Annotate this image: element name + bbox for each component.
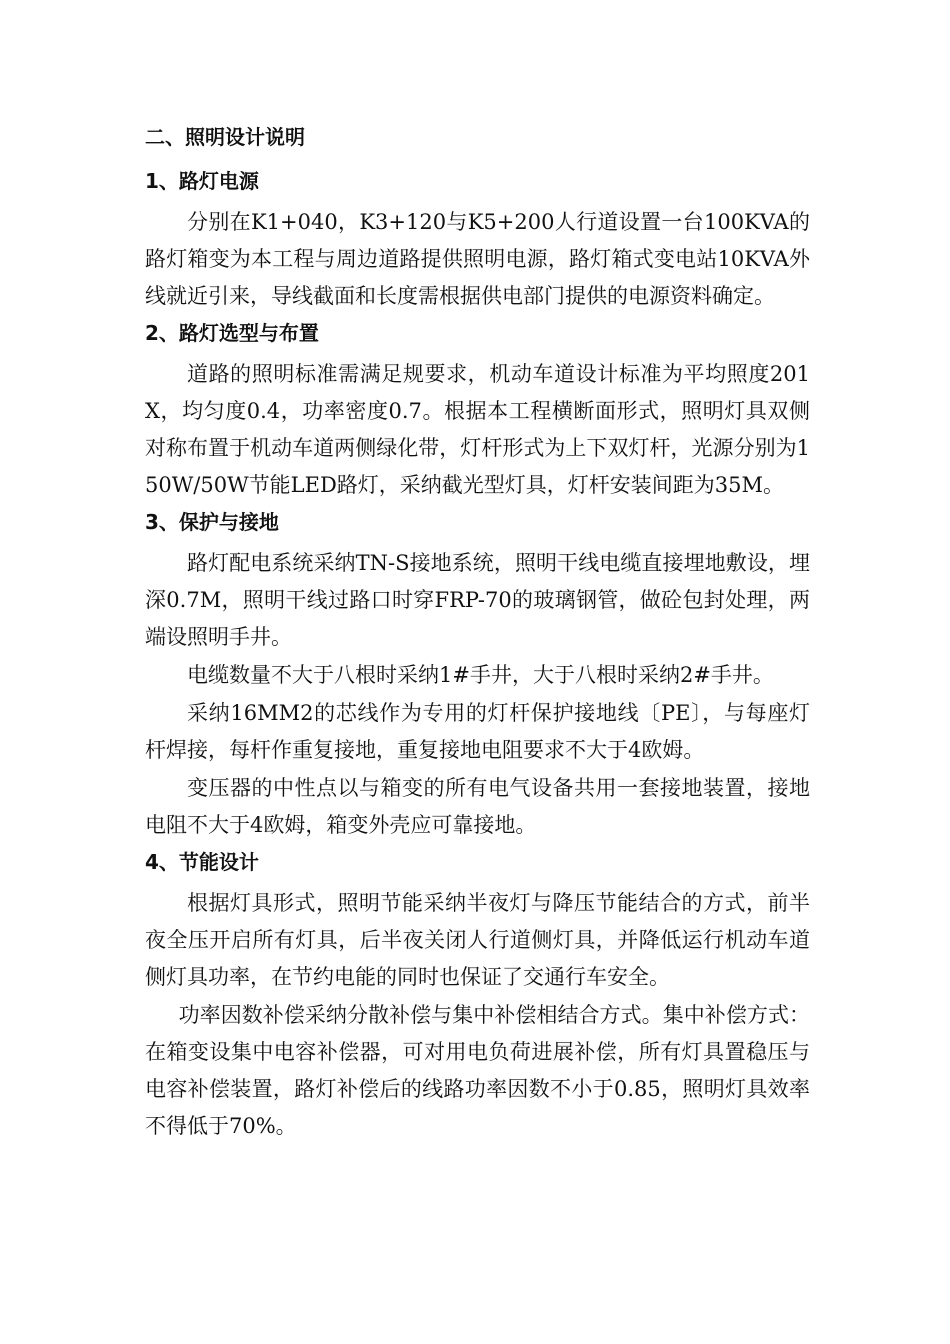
document-body	[145, 120, 810, 1146]
paragraph: 功率因数补偿采纳分散补偿与集中补偿相结合方式。集中补偿方式：在箱变设集中电容补偿器，可对用电负荷进展补偿，所有灯具置稳压与电容补偿装置，路灯补偿后的线路功率因数不小于0.85，照明灯具效率不得低于70%。	[145, 1003, 810, 1138]
paragraph: 道路的照明标准需满足规要求，机动车道设计标准为平均照度201X，均匀度0.4，功率密度0.7。根据本工程横断面形式，照明灯具双侧对称布置于机动车道两侧绿化带，灯杆形式为上下双灯杆，光源分别为150W/50W节能LED路灯，采纳截光型灯具，灯杆安装间距为35M。	[145, 362, 810, 497]
paragraph: 电缆数量不大于八根时采纳1#手井，大于八根时采纳2#手井。	[187, 663, 774, 687]
section-heading: 4、节能设计	[145, 850, 259, 874]
paragraph: 分别在K1+040，K3+120与K5+200人行道设置一台100KVA的路灯箱变为本工程与周边道路提供照明电源，路灯箱式变电站10KVA外线就近引来，导线截面和长度需根据供电部门提供的电源资料确定。	[145, 210, 810, 308]
section-heading: 1、路灯电源	[145, 169, 259, 193]
paragraph: 根据灯具形式，照明节能采纳半夜灯与降压节能结合的方式，前半夜全压开启所有灯具，后半夜关闭人行道侧灯具，并降低运行机动车道侧灯具功率，在节约电能的同时也保证了交通行车安全。	[145, 891, 810, 989]
paragraph: 采纳16MM2的芯线作为专用的灯杆保护接地线〔PE〕，与每座灯杆焊接，每杆作重复接地，重复接地电阻要求不大于4欧姆。	[145, 701, 810, 762]
paragraph: 变压器的中性点以与箱变的所有电气设备共用一套接地装置，接地电阻不大于4欧姆，箱变外壳应可靠接地。	[145, 776, 810, 837]
main-heading: 二、照明设计说明	[145, 125, 305, 149]
section-heading: 2、路灯选型与布置	[145, 321, 319, 345]
paragraph: 路灯配电系统采纳TN-S接地系统，照明干线电缆直接埋地敷设，埋深0.7M，照明干线过路口时穿FRP-70的玻璃钢管，做砼包封处理，两端设照明手井。	[145, 551, 810, 649]
section-heading: 3、保护与接地	[145, 510, 279, 534]
